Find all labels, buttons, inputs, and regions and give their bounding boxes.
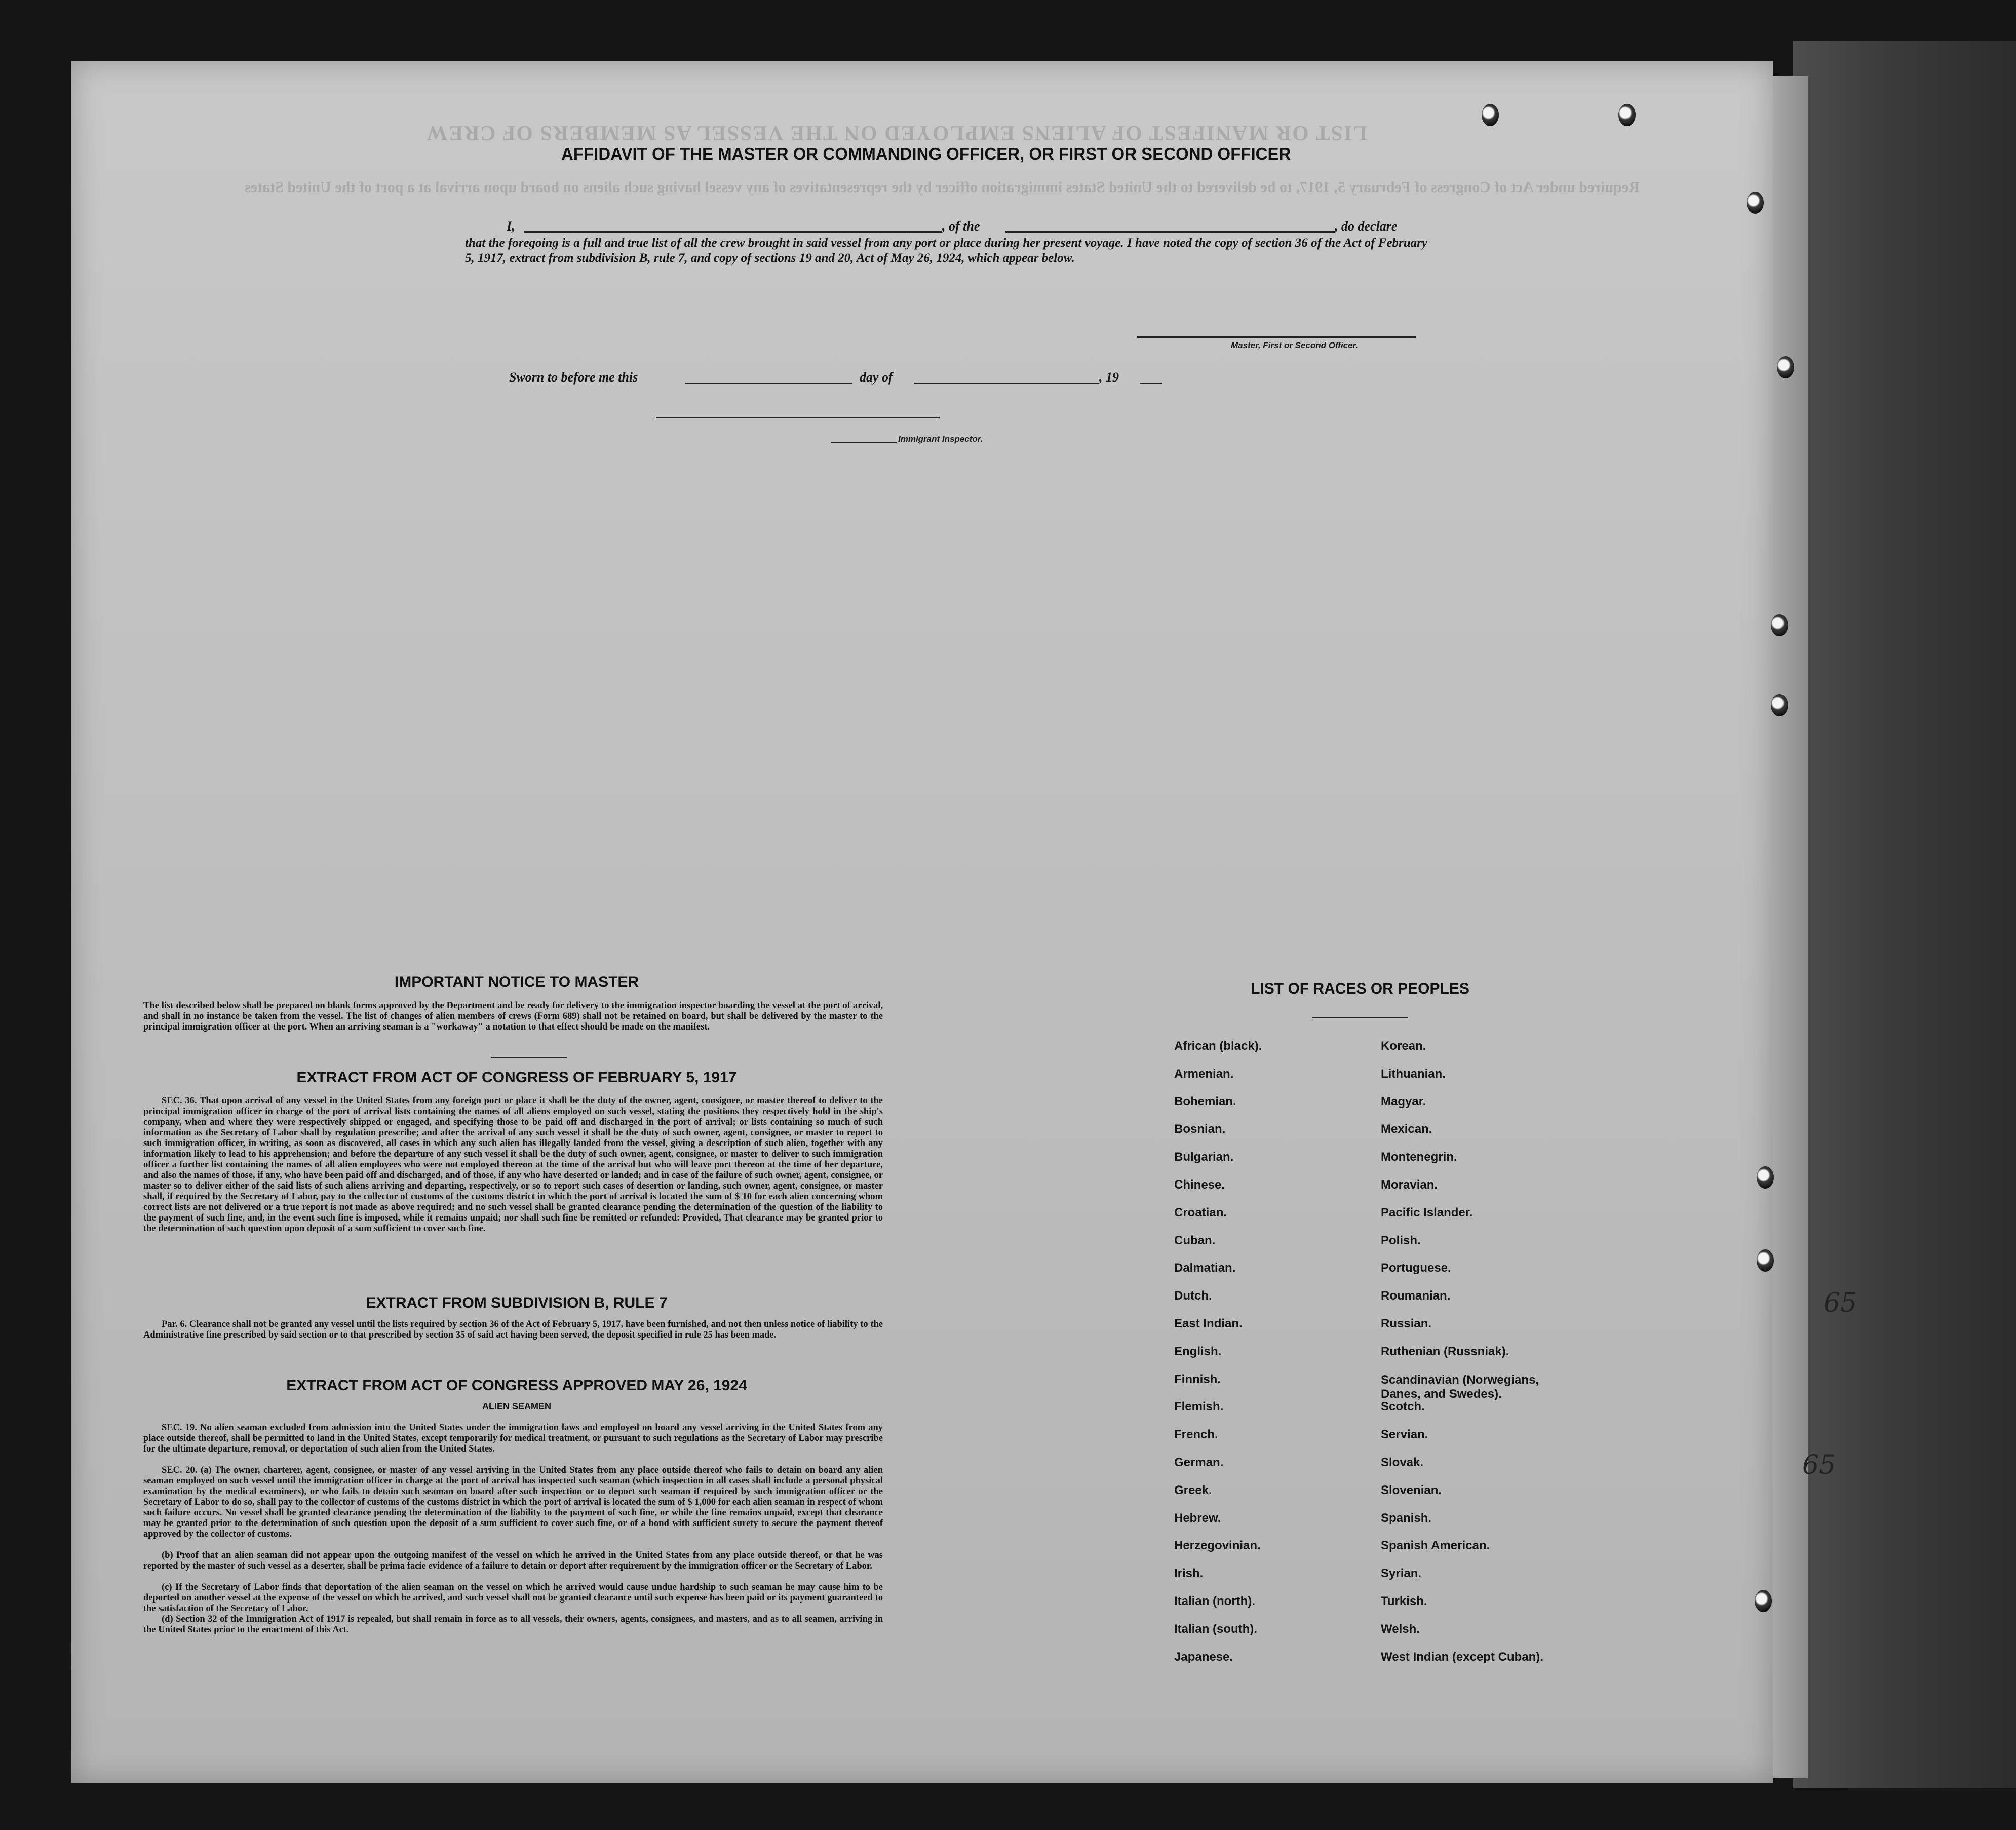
master-signature-line (1137, 336, 1416, 338)
race-item: Greek. (1174, 1483, 1212, 1497)
extract-1917-text: SEC. 36. That upon arrival of any vessel in the United States from any foreign port or place it shall be the duty of the owner, agent, consignee, or master thereof to deliver to the principal immigration officer in charge of the port of arrival lists containing the names of all aliens employed on such vessel, stating the positions they respectively hold in the ship's company, when and where they were respectively shipped or engaged, and specifying those to be paid off and discharged in the port of arrival; or lists containing so much of such information as the Secretary of Labor shall by regulation prescribe; and after the arrival of any such vessel it shall be the duty of such owner, agent, consignee, or master to report to such immigration officer, in writing, as soon as discovered, all cases in which any such alien has illegally landed from the vessel, giving a description of such alien, together with any information likely to lead to his apprehension; and before the departure of any such vessel it shall be the duty of such owner, agent, consignee, or master to deliver to such immigration officer a further list containing the names of all alien employees who were not employed thereon at the time of the arrival but who will leave port thereon at the time of her departure, and also the names of those, if any, who have been paid off and discharged, and of those, if any who have deserted or landed; and in case of the failure of such owner, agent, consignee, or master so to deliver either of the said lists of such aliens arriving and departing, respectively, or so to report such cases of desertion or landing, such owner, agent, consignee, or master shall, if required by the Secretary of Labor, pay to the collector of customs of the customs district in which the port of arrival is located the sum of $ 10 for each alien concerning whom correct lists are not delivered or a true report is not made as above required; and no such vessel shall be granted clearance pending the determination of the question of the liability to the payment of such fine, and, in the event such fine is imposed, while it remains unpaid; nor shall such fine be remitted or refunded: Provided, That clearance may be granted prior to the determination of such question upon deposit of a sum sufficient to cover such fine. (143, 1096, 883, 1234)
race-item: Mexican. (1381, 1122, 1432, 1136)
year-label: , 19 (1099, 370, 1119, 385)
race-item: African (black). (1174, 1039, 1262, 1053)
master-signature-label: Master, First or Second Officer. (1231, 340, 1358, 350)
race-item: Slovak. (1381, 1456, 1424, 1469)
extract-1924-heading: EXTRACT FROM ACT OF CONGRESS APPROVED MAY 26, 1924 (286, 1377, 747, 1394)
race-item: Chinese. (1174, 1178, 1225, 1192)
declaration-start: I, (507, 219, 515, 234)
race-item: Roumanian. (1381, 1289, 1451, 1303)
race-item: Flemish. (1174, 1400, 1224, 1414)
declarant-name-line (524, 231, 942, 233)
binder-hole (1482, 104, 1499, 126)
extract-1917-heading: EXTRACT FROM ACT OF CONGRESS OF FEBRUARY 5, 1917 (296, 1069, 737, 1086)
race-item: French. (1174, 1428, 1218, 1442)
binder-hole (1771, 694, 1788, 716)
inspector-label: Immigrant Inspector. (898, 434, 983, 444)
race-item: Croatian. (1174, 1205, 1227, 1219)
race-item: Slovenian. (1381, 1483, 1442, 1497)
scanner-backdrop (1793, 41, 2016, 1788)
declaration-of: , of the (942, 219, 980, 234)
sec19-text: SEC. 19. No alien seaman excluded from admission into the United States under the immigration laws and employed on board any vessel arriving in the United States from any place outside thereof, shall be permitted to land in the United States, except temporarily for medical treatment, or pursuant to such regulations as the Secretary of Labor may prescribe for the ultimate departure, removal, or deportation of such alien from the United States. (143, 1423, 883, 1454)
race-item: Hebrew. (1174, 1511, 1221, 1525)
race-item: Moravian. (1381, 1178, 1438, 1192)
race-item: Bosnian. (1174, 1122, 1226, 1136)
sec20b-text: (b) Proof that an alien seaman did not appear upon the outgoing manifest of the vessel on which he arrived in the United States from any place outside thereof, or that he was reported by the master of such vessel as a deserter, shall be prima facie evidence of a failure to detain or deport after requirement by the immigration officer or the Secretary of Labor. (143, 1550, 883, 1571)
races-divider (1312, 1017, 1408, 1018)
sheet-edge (1773, 76, 1808, 1778)
race-item: German. (1174, 1456, 1224, 1469)
rule7-heading: EXTRACT FROM SUBDIVISION B, RULE 7 (366, 1294, 668, 1311)
race-item: Servian. (1381, 1428, 1428, 1442)
inspector-signature-line (656, 417, 940, 418)
sworn-year-line (1140, 383, 1162, 384)
sec20a-text: SEC. 20. (a) The owner, charterer, agent, consignee, or master of any vessel arriving in the United States from any place outside thereof who fails to detain on board any alien seaman employed on such vessel until the immigration officer in charge at the port of arrival has inspected such seaman (which inspection in all cases shall include a personal physical examination by the medical examiners), or who fails to detain such seaman on board after such inspection or to deport such seaman if required by such immigration officer or the Secretary of Labor to do so, shall pay to the collector of customs of the customs district in which the port of arrival is located the sum of $ 1,000 for each alien seaman in respect of whom such failure occurs. No vessel shall be granted clearance pending the determination of the liability to the payment of such fine, or while the fine remains unpaid, except that clearance may be granted prior to the determination of such question upon the deposit of a sum sufficient to cover such fine, or of a bond with sufficient surety to secure the payment thereof approved by the collector of customs. (143, 1465, 883, 1539)
race-item: Portuguese. (1381, 1261, 1451, 1275)
vessel-name-line (1005, 231, 1335, 233)
race-item: Welsh. (1381, 1622, 1420, 1636)
day-of-label: day of (860, 370, 893, 385)
margin-note: 65 (1802, 1450, 1836, 1480)
race-item: Italian (south). (1174, 1622, 1257, 1636)
notice-text: The list described below shall be prepared on blank forms approved by the Department and be ready for delivery to the immigration inspector boarding the vessel at the port of arrival, and shall in no instance be taken from the vessel. The list of changes of alien members of crews (Form 689) shall not be retained on board, but shall be delivered by the master to the principal immigration officer at the port. When an arriving seaman is a "workaway" a notation to that effect should be made on the manifest. (143, 1001, 883, 1032)
sworn-day-line (685, 383, 852, 384)
race-item: Dutch. (1174, 1289, 1212, 1303)
race-item: Syrian. (1381, 1567, 1422, 1581)
inspector-short-line (831, 442, 897, 443)
race-item: Spanish American. (1381, 1539, 1490, 1553)
race-item: Magyar. (1381, 1094, 1426, 1109)
sworn-label: Sworn to before me this (509, 370, 638, 385)
race-item: Japanese. (1174, 1650, 1233, 1664)
binder-hole (1771, 614, 1788, 636)
sworn-month-line (914, 383, 1099, 384)
margin-note: 65 (1824, 1288, 1857, 1318)
affidavit-title: AFFIDAVIT OF THE MASTER OR COMMANDING OFFICER, OR FIRST OR SECOND OFFICER (561, 144, 1291, 163)
binder-hole (1618, 104, 1636, 126)
race-item: Irish. (1174, 1567, 1204, 1581)
rule7-text: Par. 6. Clearance shall not be granted any vessel until the lists required by section 36 of the Act of February 5, 1917, have been furnished, and not then unless notice of liability to the Administrative fine prescribed by said section or to that prescribed by section 35 of said act having been served, the deposit specified in rule 25 has been made. (143, 1319, 883, 1340)
notice-divider (491, 1057, 567, 1058)
races-heading: LIST OF RACES OR PEOPLES (1251, 980, 1469, 997)
race-item: Lithuanian. (1381, 1066, 1446, 1081)
race-item: East Indian. (1174, 1317, 1243, 1330)
sec20d-text: (d) Section 32 of the Immigration Act of 1917 is repealed, but shall remain in force as to all vessels, their owners, agents, consignees, and masters, and as to all seamen, arriving in the United States prior to the enactment of this Act. (143, 1614, 883, 1635)
race-item: Ruthenian (Russniak). (1381, 1344, 1509, 1358)
race-item: Scotch. (1381, 1400, 1425, 1414)
race-item: English. (1174, 1344, 1222, 1358)
race-item: Italian (north). (1174, 1594, 1255, 1608)
declaration-body: that the foregoing is a full and true list of all the crew brought in said vessel from any port or place during her present voyage. I have noted the copy of section 36 of the Act of February 5, 1917, extract from subdivision B, rule 7, and copy of sections 19 and 20, Act of May 26, 1924, which appear below. (465, 236, 1427, 265)
alien-seamen-subheading: ALIEN SEAMEN (482, 1401, 551, 1412)
race-item: Bohemian. (1174, 1094, 1236, 1109)
race-item: Spanish. (1381, 1511, 1432, 1525)
sec20c-text: (c) If the Secretary of Labor finds that deportation of the alien seaman on the vessel on which he arrived would cause undue hardship to such seaman he may cause him to be deported on another vessel at the expense of the vessel on which he arrived, and such vessel shall not be granted clearance until such expense has been paid or its payment guaranteed to the satisfaction of the Secretary of Labor. (143, 1582, 883, 1614)
race-item: Scandinavian (Norwegians, Danes, and Swedes). (1381, 1373, 1539, 1401)
binder-hole (1757, 1166, 1774, 1189)
race-item: Polish. (1381, 1233, 1421, 1247)
race-item: Pacific Islander. (1381, 1205, 1473, 1219)
declaration-end: , do declare (1335, 219, 1398, 234)
race-item: Korean. (1381, 1039, 1426, 1053)
race-item: Russian. (1381, 1317, 1432, 1330)
binder-hole (1747, 192, 1764, 214)
race-item: Montenegrin. (1381, 1150, 1457, 1164)
binder-hole (1755, 1590, 1772, 1612)
binder-hole (1777, 356, 1794, 378)
race-item: Finnish. (1174, 1372, 1221, 1386)
binder-hole (1757, 1249, 1774, 1272)
race-item: Cuban. (1174, 1233, 1216, 1247)
race-item: Turkish. (1381, 1594, 1427, 1608)
race-item: Herzegovinian. (1174, 1539, 1261, 1553)
race-item: Armenian. (1174, 1066, 1234, 1081)
race-item: Bulgarian. (1174, 1150, 1234, 1164)
race-item: West Indian (except Cuban). (1381, 1650, 1543, 1664)
notice-heading: IMPORTANT NOTICE TO MASTER (394, 974, 639, 990)
ghost-title: LIST OR MANIFEST OF ALIENS EMPLOYED ON THE VESSEL AS MEMBERS OF CREW (425, 121, 1368, 144)
race-item: Dalmatian. (1174, 1261, 1236, 1275)
ghost-subtitle: Required under Act of Congress of February 5, 1917, to be delivered to the United States immigration officer by the representatives of any vessel having such aliens on board upon arrival at a port of the United States (245, 179, 1640, 196)
